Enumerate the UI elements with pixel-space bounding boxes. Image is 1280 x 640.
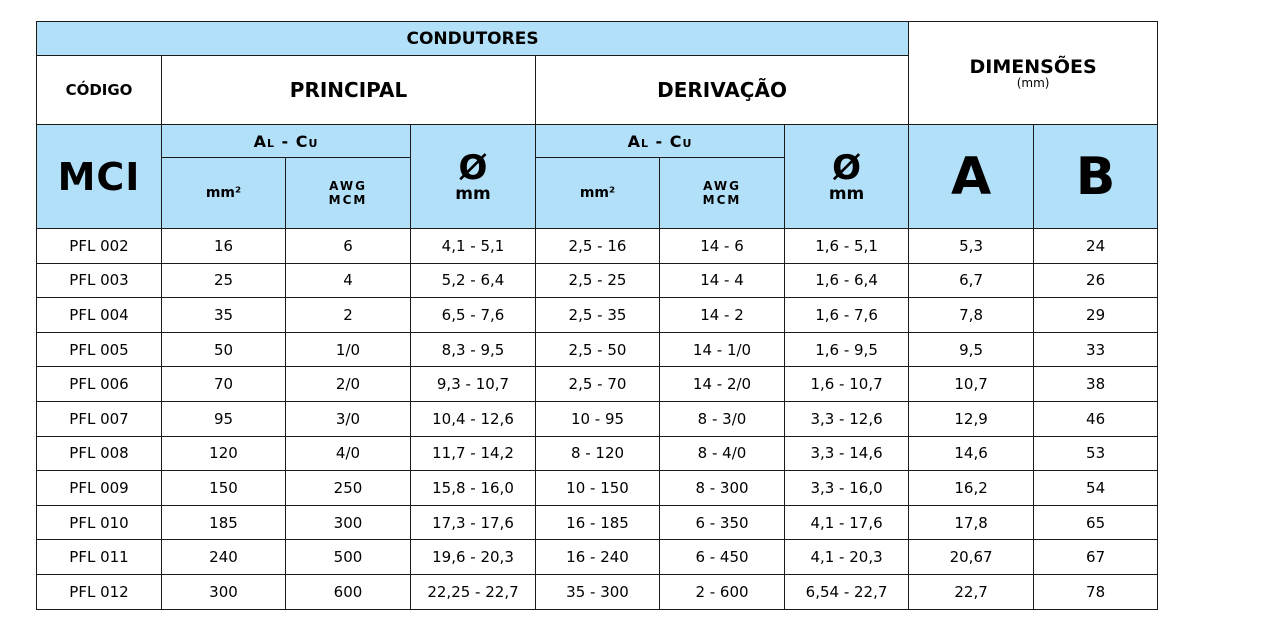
dimension-b-cell: 65 [1034, 505, 1158, 540]
dimension-a-cell: 7,8 [909, 298, 1034, 333]
derivacao-awg-cell: 6 - 450 [660, 540, 785, 575]
derivacao-diameter-cell: 1,6 - 9,5 [785, 332, 909, 367]
codigo-cell: PFL 004 [37, 298, 162, 333]
dimension-a-cell: 17,8 [909, 505, 1034, 540]
codigo-cell: PFL 012 [37, 574, 162, 609]
principal-diameter-cell: 5,2 - 6,4 [411, 263, 536, 298]
principal-mm2-cell: 25 [162, 263, 286, 298]
dimension-a-cell: 12,9 [909, 401, 1034, 436]
dimension-b-cell: 26 [1034, 263, 1158, 298]
derivacao-awg-cell: 6 - 350 [660, 505, 785, 540]
dimensoes-unit: (mm) [1016, 75, 1050, 90]
principal-awg-cell: 1/0 [286, 332, 411, 367]
dimension-b-cell: 29 [1034, 298, 1158, 333]
mci-header: MCI [37, 125, 162, 229]
table-row [37, 505, 1158, 540]
derivacao-mm2-cell: 2,5 - 50 [536, 332, 660, 367]
derivacao-diameter-cell: 1,6 - 10,7 [785, 367, 909, 402]
table-row [37, 332, 1158, 367]
dimension-b-cell: 67 [1034, 540, 1158, 575]
codigo-cell: PFL 003 [37, 263, 162, 298]
derivacao-mm2-cell: 2,5 - 25 [536, 263, 660, 298]
derivacao-mm2-cell: 10 - 150 [536, 471, 660, 506]
codigo-cell: PFL 002 [37, 229, 162, 264]
material-cu-rest: U [308, 136, 319, 150]
dimension-b-cell: 78 [1034, 574, 1158, 609]
derivacao-diameter-cell: 1,6 - 7,6 [785, 298, 909, 333]
principal-mm2-cell: 300 [162, 574, 286, 609]
derivacao-diameter-cell: 4,1 - 20,3 [785, 540, 909, 575]
codigo-cell: PFL 007 [37, 401, 162, 436]
derivacao-diameter-cell: 6,54 - 22,7 [785, 574, 909, 609]
header-row-condutores [37, 22, 1158, 56]
principal-awg-cell: 3/0 [286, 401, 411, 436]
principal-diameter-cell: 9,3 - 10,7 [411, 367, 536, 402]
awg-label: AWG [703, 179, 741, 193]
principal-awg-header [286, 158, 411, 229]
principal-awg-cell: 6 [286, 229, 411, 264]
table-row [37, 540, 1158, 575]
diameter-unit: mm [455, 183, 491, 204]
dimension-b-cell: 38 [1034, 367, 1158, 402]
material-separator: - [274, 131, 296, 151]
principal-mm2-cell: 185 [162, 505, 286, 540]
principal-mm2-header: mm² [162, 158, 286, 229]
derivacao-mm2-header: mm² [536, 158, 660, 229]
principal-diameter-cell: 4,1 - 5,1 [411, 229, 536, 264]
dimension-b-cell: 24 [1034, 229, 1158, 264]
material-cu-initial: C [295, 131, 309, 151]
derivacao-diameter-cell: 4,1 - 17,6 [785, 505, 909, 540]
principal-diameter-cell: 11,7 - 14,2 [411, 436, 536, 471]
dimension-b-cell: 53 [1034, 436, 1158, 471]
dimension-b-cell: 46 [1034, 401, 1158, 436]
derivacao-awg-cell: 14 - 1/0 [660, 332, 785, 367]
derivacao-awg-cell: 14 - 2/0 [660, 367, 785, 402]
principal-awg-cell: 500 [286, 540, 411, 575]
table-body [37, 22, 1158, 610]
principal-awg-cell: 250 [286, 471, 411, 506]
derivacao-mm2-cell: 16 - 240 [536, 540, 660, 575]
specifications-table [36, 21, 1158, 610]
codigo-cell: PFL 010 [37, 505, 162, 540]
principal-awg-cell: 300 [286, 505, 411, 540]
principal-header: PRINCIPAL [162, 56, 536, 125]
derivacao-awg-cell: 14 - 6 [660, 229, 785, 264]
material-separator: - [648, 131, 670, 151]
principal-mm2-cell: 150 [162, 471, 286, 506]
principal-diameter-cell: 6,5 - 7,6 [411, 298, 536, 333]
derivacao-awg-cell: 14 - 2 [660, 298, 785, 333]
derivacao-mm2-cell: 2,5 - 35 [536, 298, 660, 333]
mcm-label: MCM [702, 193, 742, 207]
principal-diameter-cell: 8,3 - 9,5 [411, 332, 536, 367]
derivacao-awg-cell: 2 - 600 [660, 574, 785, 609]
principal-mm2-cell: 70 [162, 367, 286, 402]
principal-mm2-cell: 35 [162, 298, 286, 333]
table-row [37, 574, 1158, 609]
codigo-cell: PFL 006 [37, 367, 162, 402]
dimension-a-cell: 9,5 [909, 332, 1034, 367]
material-al-rest: L [266, 136, 275, 150]
diameter-unit: mm [828, 183, 865, 204]
principal-mm2-cell: 240 [162, 540, 286, 575]
diameter-icon: Ø [832, 147, 861, 188]
material-cu-rest: U [682, 136, 693, 150]
principal-mm2-cell: 95 [162, 401, 286, 436]
derivacao-awg-cell: 8 - 4/0 [660, 436, 785, 471]
dimension-a-cell: 10,7 [909, 367, 1034, 402]
material-cu-initial: C [669, 131, 683, 151]
principal-material-header [162, 125, 411, 158]
codigo-cell: PFL 011 [37, 540, 162, 575]
derivacao-diameter-cell: 1,6 - 6,4 [785, 263, 909, 298]
derivacao-mm2-cell: 35 - 300 [536, 574, 660, 609]
dimension-a-cell: 16,2 [909, 471, 1034, 506]
derivacao-diameter-header [785, 125, 909, 229]
table-row [37, 263, 1158, 298]
table-row [37, 367, 1158, 402]
principal-mm2-cell: 16 [162, 229, 286, 264]
table-row [37, 298, 1158, 333]
derivacao-mm2-cell: 16 - 185 [536, 505, 660, 540]
principal-awg-cell: 2 [286, 298, 411, 333]
principal-awg-cell: 4 [286, 263, 411, 298]
material-al-rest: L [640, 136, 649, 150]
principal-awg-cell: 600 [286, 574, 411, 609]
mcm-label: MCM [328, 193, 368, 207]
derivacao-diameter-cell: 1,6 - 5,1 [785, 229, 909, 264]
header-row-material [37, 125, 1158, 158]
principal-diameter-cell: 15,8 - 16,0 [411, 471, 536, 506]
table-row [37, 401, 1158, 436]
condutores-header: CONDUTORES [37, 22, 909, 56]
principal-diameter-cell: 19,6 - 20,3 [411, 540, 536, 575]
derivacao-mm2-cell: 2,5 - 70 [536, 367, 660, 402]
material-al-initial: A [253, 131, 267, 151]
derivacao-material-header [536, 125, 785, 158]
codigo-cell: PFL 008 [37, 436, 162, 471]
derivacao-mm2-cell: 10 - 95 [536, 401, 660, 436]
principal-mm2-cell: 120 [162, 436, 286, 471]
codigo-header: CÓDIGO [37, 56, 162, 125]
dimension-a-cell: 14,6 [909, 436, 1034, 471]
principal-awg-cell: 4/0 [286, 436, 411, 471]
principal-diameter-header [411, 125, 536, 229]
codigo-cell: PFL 005 [37, 332, 162, 367]
dimension-a-header: A [909, 125, 1034, 229]
dimension-b-cell: 54 [1034, 471, 1158, 506]
derivacao-awg-header [660, 158, 785, 229]
dimension-a-cell: 6,7 [909, 263, 1034, 298]
principal-diameter-cell: 10,4 - 12,6 [411, 401, 536, 436]
principal-diameter-cell: 22,25 - 22,7 [411, 574, 536, 609]
principal-mm2-cell: 50 [162, 332, 286, 367]
dimension-b-cell: 33 [1034, 332, 1158, 367]
derivacao-awg-cell: 8 - 3/0 [660, 401, 785, 436]
dimension-a-cell: 22,7 [909, 574, 1034, 609]
derivacao-mm2-cell: 2,5 - 16 [536, 229, 660, 264]
dimension-b-header: B [1034, 125, 1158, 229]
dimension-a-cell: 5,3 [909, 229, 1034, 264]
material-al-initial: A [627, 131, 641, 151]
codigo-cell: PFL 009 [37, 471, 162, 506]
diameter-icon: Ø [458, 147, 488, 188]
dimensoes-header [909, 22, 1158, 125]
table-row [37, 436, 1158, 471]
principal-awg-cell: 2/0 [286, 367, 411, 402]
table-row [37, 229, 1158, 264]
derivacao-diameter-cell: 3,3 - 16,0 [785, 471, 909, 506]
derivacao-mm2-cell: 8 - 120 [536, 436, 660, 471]
derivacao-awg-cell: 14 - 4 [660, 263, 785, 298]
dimension-a-cell: 20,67 [909, 540, 1034, 575]
table-row [37, 471, 1158, 506]
derivacao-awg-cell: 8 - 300 [660, 471, 785, 506]
principal-diameter-cell: 17,3 - 17,6 [411, 505, 536, 540]
dimensoes-title: DIMENSÕES [969, 55, 1097, 78]
derivacao-diameter-cell: 3,3 - 12,6 [785, 401, 909, 436]
awg-label: AWG [329, 179, 367, 193]
derivacao-header: DERIVAÇÃO [536, 56, 909, 125]
derivacao-diameter-cell: 3,3 - 14,6 [785, 436, 909, 471]
